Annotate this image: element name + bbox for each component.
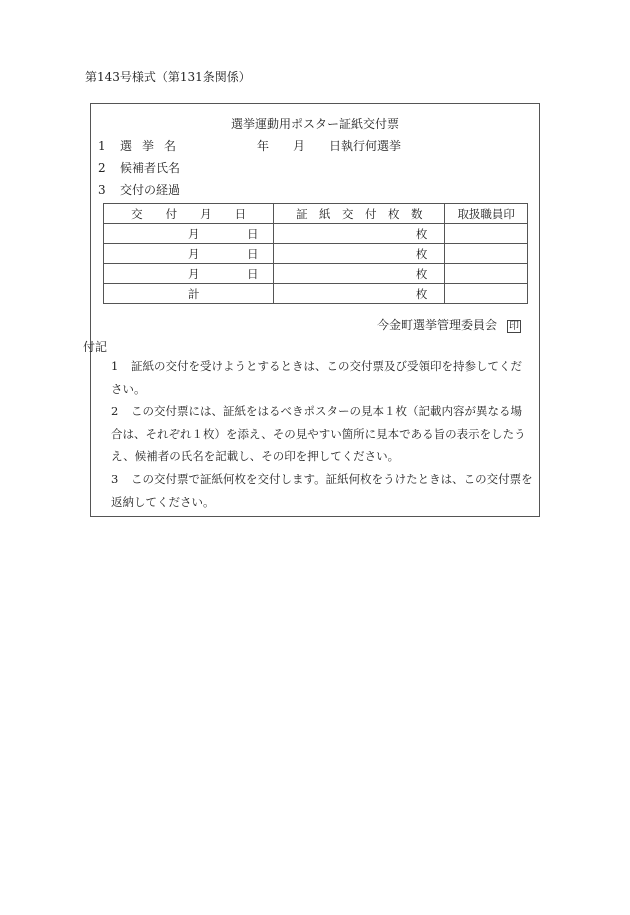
candidate-name-label: 候補者氏名 — [120, 161, 181, 175]
committee-name: 今金町選挙管理委員会 印 — [376, 318, 519, 332]
seal-cell — [445, 244, 528, 264]
seal-cell — [445, 224, 528, 244]
notes-heading: 付記 — [83, 340, 108, 354]
election-name-row — [98, 137, 402, 154]
election-date: 年 月 日執行何選挙 — [257, 139, 402, 153]
seal-cell — [445, 284, 528, 304]
form-title: 選挙運動用ポスター証紙交付票 — [230, 117, 399, 131]
date-cell: 月 日 — [104, 264, 274, 284]
header-stamp-count: 証 紙 交 付 枚 数 — [274, 204, 445, 224]
header-staff-seal: 取扱職員印 — [445, 204, 528, 224]
table-row — [104, 244, 528, 264]
note-item: 3 この交付票で証紙何枚を交付します。証紙何枚をうけたときは、この交付票を返納してください。 — [111, 472, 533, 509]
count-cell: 枚 — [274, 224, 445, 244]
issue-table — [103, 203, 528, 304]
form-number: 第143号様式（第131条関係） — [85, 70, 251, 84]
table-header-row — [104, 204, 528, 224]
count-cell: 枚 — [274, 244, 445, 264]
table-row — [104, 224, 528, 244]
item-number: 1 — [98, 139, 106, 153]
election-name-label: 選 挙 名 — [120, 139, 177, 153]
header-issue-date: 交 付 月 日 — [104, 204, 274, 224]
ticket-frame — [83, 103, 540, 517]
issue-history-row — [98, 181, 180, 198]
total-label-cell: 計 — [104, 284, 274, 304]
table-total-row — [104, 284, 528, 304]
total-count-cell: 枚 — [274, 284, 445, 304]
candidate-name-row — [98, 159, 180, 176]
seal-cell — [445, 264, 528, 284]
date-cell: 月 日 — [104, 224, 274, 244]
date-cell: 月 日 — [104, 244, 274, 264]
item-number: 2 — [98, 161, 106, 175]
seal-mark: 印 — [509, 321, 519, 332]
table-row — [104, 264, 528, 284]
count-cell: 枚 — [274, 264, 445, 284]
note-item: 1 証紙の交付を受けようとするときは、この交付票及び受領印を持参してください。 — [111, 359, 522, 396]
item-number: 3 — [98, 183, 106, 197]
note-item: 2 この交付票には、証紙をはるべきポスターの見本１枚（記載内容が異なる場合は、それぞれ１枚）を添え、その見やすい箇所に見本である旨の表示をしたうえ、候補者の氏名を記載し、その印を押してください。 — [111, 404, 526, 463]
issue-history-label: 交付の経過 — [120, 183, 181, 197]
